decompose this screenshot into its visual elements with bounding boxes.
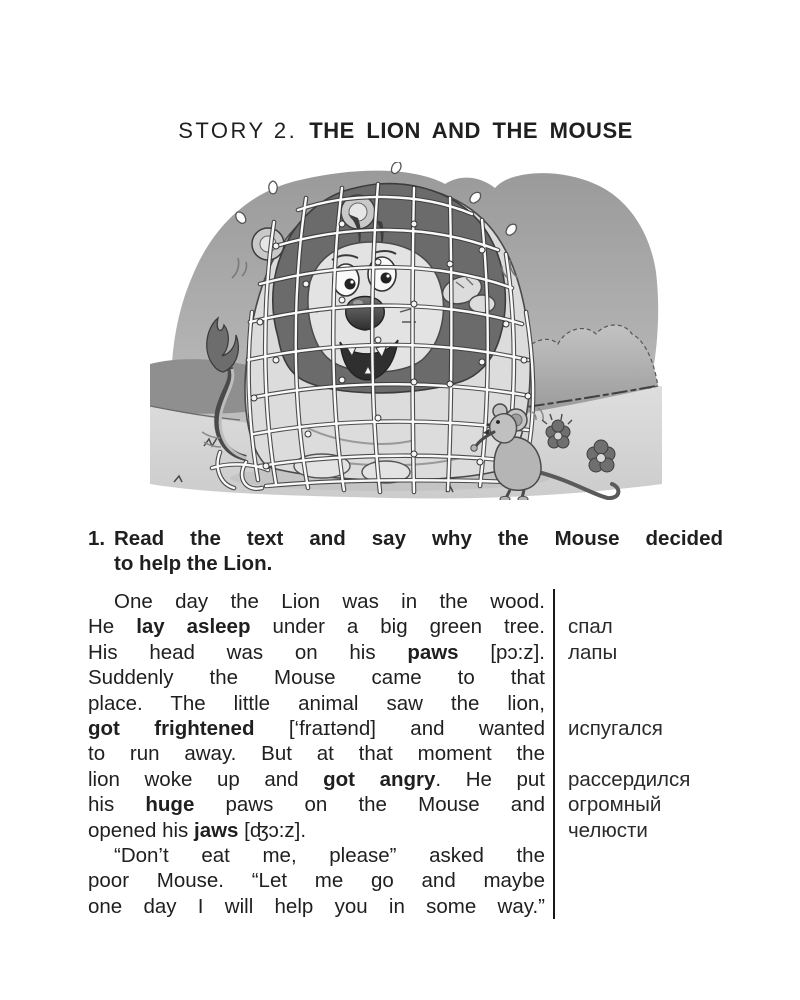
lion-and-mouse-illustration	[150, 162, 662, 500]
gloss-spacer	[568, 589, 723, 614]
story-line: “Don’t eat me, please” asked the	[114, 844, 545, 868]
gloss-word: испугался	[568, 717, 663, 741]
story-line: lion woke up and got angry. He put	[88, 767, 545, 791]
vocabulary-word: jaws	[194, 818, 239, 842]
story-line: one day I will help you in some way.”	[88, 894, 545, 918]
vocabulary-word: huge	[145, 793, 195, 817]
story-line: One day the Lion was in the wood.	[114, 590, 545, 613]
story-line: His head was on his paws [pɔ:z].	[88, 640, 546, 664]
exercise-instruction	[88, 527, 723, 576]
story-line: He lay asleep under a big green tree.	[88, 615, 545, 639]
gloss-spacer	[568, 843, 723, 868]
gloss-spacer	[568, 741, 723, 766]
gloss-spacer	[568, 868, 723, 893]
story-line: poor Mouse. “Let me go and maybe	[88, 869, 545, 893]
illustration-svg	[150, 162, 662, 500]
gloss-word: спал	[568, 615, 613, 639]
story-line: to run away. But at that moment the	[88, 742, 545, 766]
gloss-spacer	[568, 894, 723, 919]
vocabulary-word: got angry	[323, 767, 436, 791]
exercise-text	[114, 527, 723, 576]
gloss-spacer	[568, 665, 723, 690]
exercise-number: 1.	[88, 527, 106, 550]
gloss-spacer	[568, 691, 723, 716]
story-block	[88, 589, 723, 919]
gloss-word: огромный	[568, 793, 662, 817]
lion-nose	[346, 297, 385, 331]
exercise-line: Read the text and say why the Mouse decided	[114, 527, 723, 550]
mouse-head	[490, 414, 517, 443]
vocabulary-word: got frightened	[88, 717, 255, 741]
gloss-word: лапы	[568, 640, 618, 664]
story-line: place. The little animal saw the lion,	[88, 691, 545, 715]
story-number: STORY 2.	[178, 118, 298, 143]
story-line: opened his jaws [ʤɔ:z].	[88, 818, 307, 842]
story-line: Suddenly the Mouse came to that	[88, 666, 545, 690]
vocabulary-word: paws	[407, 640, 459, 664]
story-gloss-column	[553, 589, 723, 919]
page-title	[88, 118, 723, 143]
story-line: got frightened [‘fraɪtənd] and wanted	[88, 717, 545, 741]
story-title: THE LION AND THE MOUSE	[309, 118, 633, 143]
exercise-line: to help the Lion.	[114, 551, 273, 575]
gloss-word: рассердился	[568, 767, 691, 791]
story-line: his huge paws on the Mouse and	[88, 793, 546, 817]
gloss-word: челюсти	[568, 818, 648, 842]
vocabulary-word: lay asleep	[136, 615, 251, 639]
story-main-column	[88, 589, 545, 919]
